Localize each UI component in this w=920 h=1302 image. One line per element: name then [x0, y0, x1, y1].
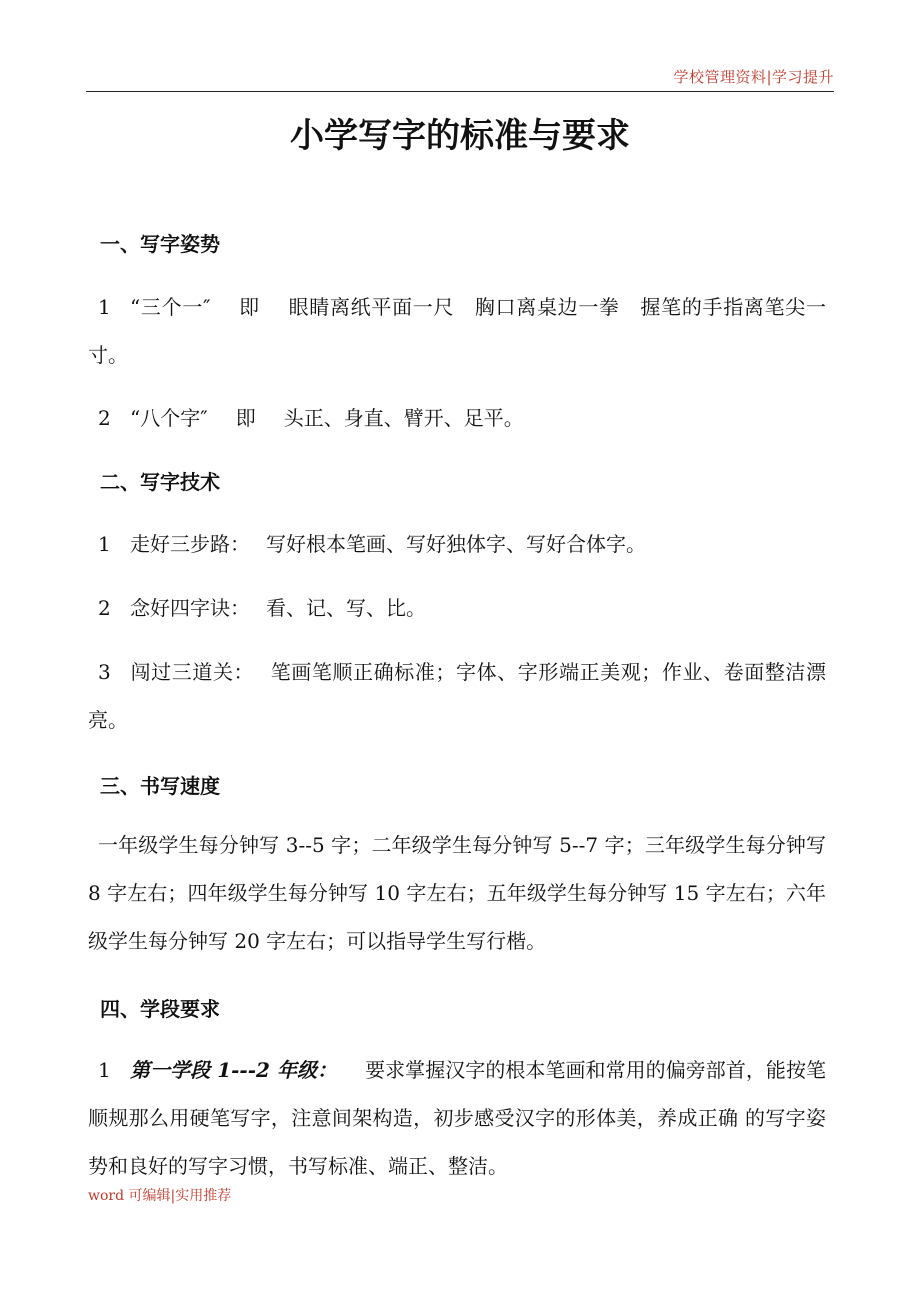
- item-label: 走好三步路：: [130, 532, 250, 556]
- item-label: 闯过三道关：: [130, 660, 255, 684]
- item-label: 念好四字诀：: [130, 596, 250, 620]
- item-number: 1: [98, 295, 111, 319]
- paragraph-posture-1: [88, 283, 826, 379]
- paragraph-stage-1: [88, 1046, 826, 1190]
- section-heading-stage: 四、学段要求: [100, 997, 220, 1021]
- item-text: 看、记、写、比。: [266, 596, 426, 620]
- page-footer: word 可编辑|实用推荐: [88, 1188, 232, 1204]
- paragraph-technique-2: [88, 584, 826, 632]
- page-title: 小学写字的标准与要求: [290, 116, 630, 156]
- paragraph-speed: 一年级学生每分钟写 3--5 字；二年级学生每分钟写 5--7 字；三年级学生每分钟写 8 字左右；四年级学生每分钟写 10 字左右；五年级学生每分钟写 15 字左右；六年级学生每分钟写 20 字左右；可以指导学生写行楷。: [88, 833, 826, 953]
- item-separator: 即: [235, 406, 256, 430]
- item-number: 3: [98, 660, 111, 684]
- item-label: “八个字″: [130, 406, 208, 430]
- page-header: 学校管理资料|学习提升: [673, 68, 834, 86]
- item-number: 2: [98, 596, 111, 620]
- item-text: 要求掌握汉字的根本笔画和常用的偏旁部首，能按笔顺规那么用硬笔写字，注意间架构造，初步感受汉字的形体美，养成正确 的写字姿势和良好的写字习惯，书写标准、端正、整洁。: [88, 1058, 826, 1178]
- paragraph-technique-3: [88, 648, 826, 744]
- item-number: 1: [98, 532, 111, 556]
- item-text: 笔画笔顺正确标准；字体、字形端正美观；作业、卷面整洁漂亮。: [88, 660, 827, 732]
- section-heading-technique: 二、写字技术: [100, 470, 220, 494]
- header-rule: [86, 91, 834, 92]
- item-number: 2: [98, 406, 111, 430]
- item-text: 写好根本笔画、写好独体字、写好合体字。: [266, 532, 646, 556]
- item-separator: 即: [238, 295, 260, 319]
- paragraph-posture-2: [88, 394, 826, 442]
- item-number: 1: [98, 1058, 111, 1082]
- section-heading-speed: 三、书写速度: [100, 774, 220, 798]
- item-text: 头正、身直、臂开、足平。: [283, 406, 524, 430]
- paragraph-technique-1: [88, 520, 826, 568]
- section-heading-posture: 一、写字姿势: [100, 232, 220, 256]
- item-label: 第一学段 1---2 年级：: [130, 1058, 338, 1082]
- item-text: 眼睛离纸平面一尺 胸口离桌边一拳 握笔的手指离笔尖一寸。: [88, 295, 827, 367]
- item-label: “三个一″: [130, 295, 211, 319]
